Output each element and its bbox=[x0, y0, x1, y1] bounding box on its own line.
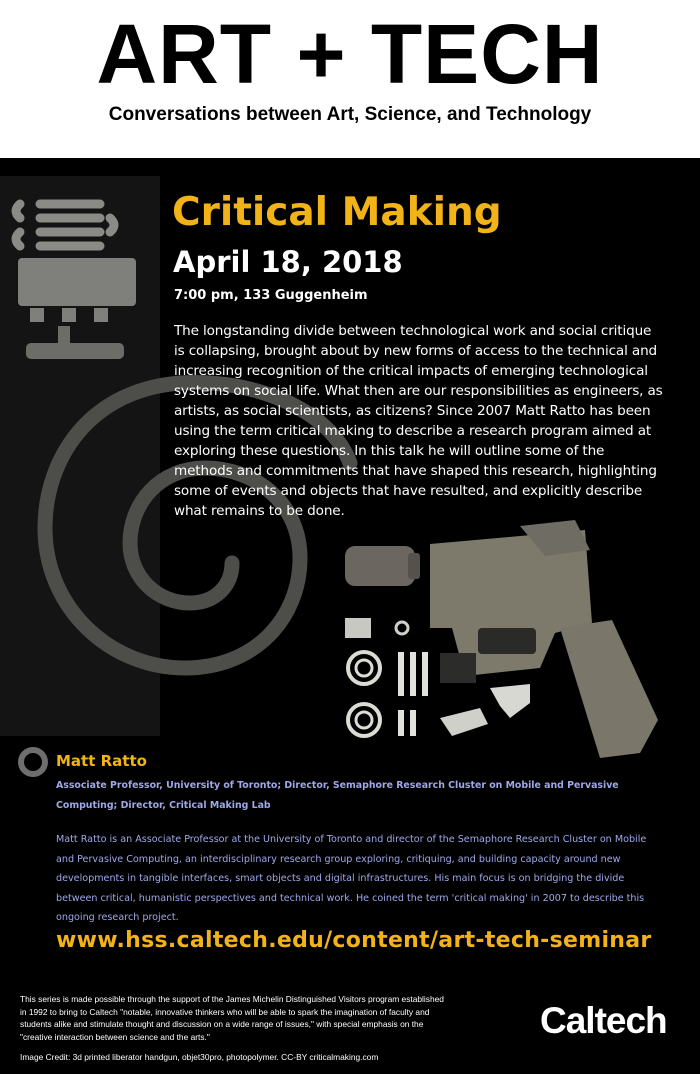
small-spiral-1 bbox=[348, 652, 380, 684]
support-statement: This series is made possible through the support of the James Michelin Distinguished Visitors program established in 1992 to bring to Caltech "notable, innovative thinkers who will be able to spark the imagination of faculty and students alike and stimulate thought and discussion on a wide range of issues," with special emphasis on the "creative interaction between science and the arts." bbox=[20, 994, 444, 1042]
small-spiral-2 bbox=[348, 704, 380, 736]
speaker-name: Matt Ratto bbox=[56, 752, 147, 770]
barrel-part bbox=[345, 546, 415, 586]
speaker-bio: Matt Ratto is an Associate Professor at the University of Toronto and director of the Semaphore Research Cluster on Mobile and Pervasive Computing, an interdisciplinary research group exploring, critiquing, and building capacity around new developments in tangible interfaces, smart objects and digital infrastructures. His main focus is on bridging the divide between critical, humanistic perspectives and technical work. He coined the term 'critical making' in 2007 to describe this ongoing research project. bbox=[56, 834, 647, 923]
event-title: Critical Making bbox=[172, 190, 502, 235]
speaker-bullet-icon bbox=[21, 750, 45, 774]
image-credit: Image Credit: 3d printed liberator handgun, objet30pro, photopolymer. CC-BY criticalmaking.com bbox=[20, 1052, 379, 1062]
seminar-url-link[interactable]: www.hss.caltech.edu/content/art-tech-seminar bbox=[56, 928, 652, 953]
series-subtitle: Conversations between Art, Science, and Technology bbox=[108, 104, 592, 125]
handgun-parts bbox=[345, 520, 658, 758]
header-banner bbox=[0, 0, 700, 158]
event-description: The longstanding divide between technological work and social critique is collapsing, brought about by new forms of access to the technical and increasing recognition of the critical impacts of emerging technological systems on social life. What then are our responsibilities as engineers, as artists, as social scientists, as citizens? Since 2007 Matt Ratto has been using the term critical making to describe a research program aimed at exploring these questions. In this talk he will outline some of the methods and commitments that have shaped this research, highlighting some of events and objects that have resulted, and explicitly describe what remains to be done. bbox=[174, 323, 663, 519]
event-date: April 18, 2018 bbox=[173, 245, 403, 279]
grip-part bbox=[560, 620, 658, 758]
caltech-logo: Caltech bbox=[540, 1000, 667, 1041]
series-title: ART + TECH bbox=[96, 7, 604, 101]
speaker-affiliation: Associate Professor, University of Toronto; Director, Semaphore Research Cluster on Mobile and Pervasive Computing; Director, Critical Making Lab bbox=[56, 780, 619, 811]
event-time-location: 7:00 pm, 133 Guggenheim bbox=[174, 288, 368, 303]
